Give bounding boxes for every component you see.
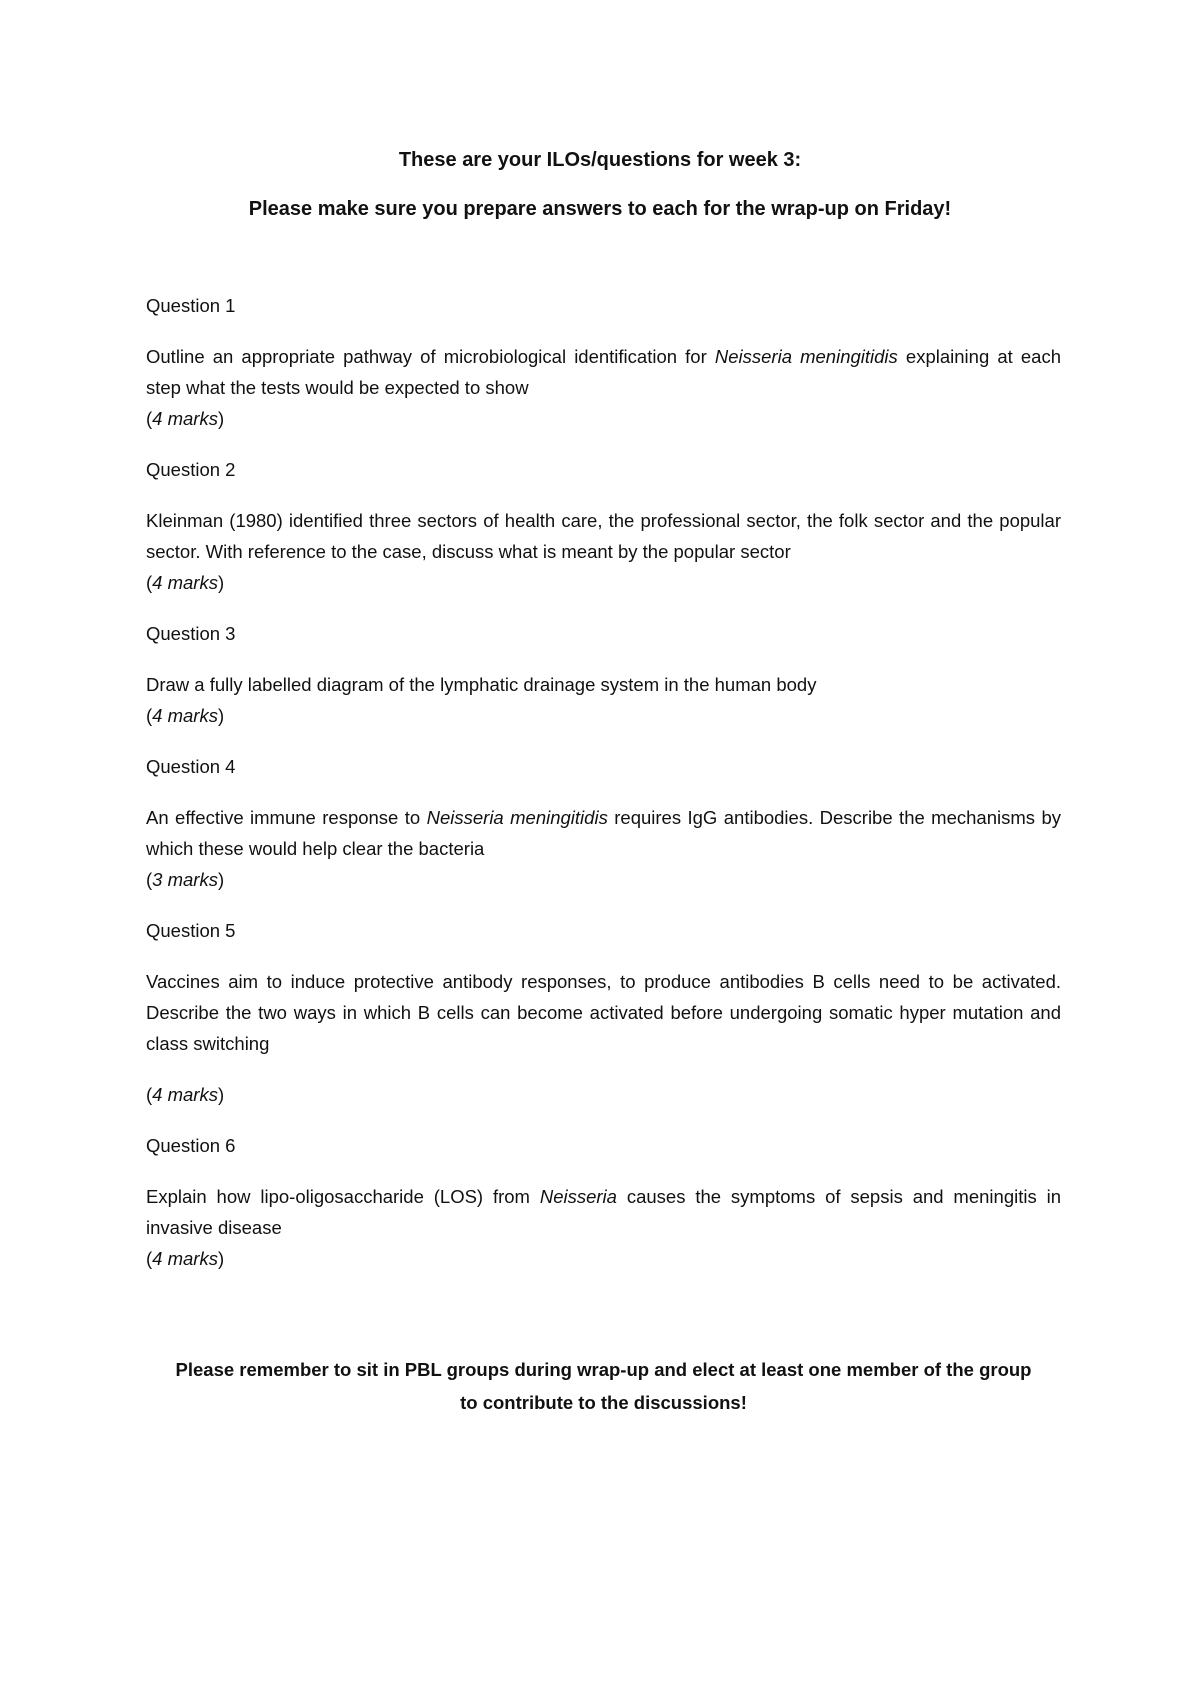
question-title: Question 4 bbox=[146, 756, 236, 777]
question-text-part: Explain how lipo-oligosaccharide (LOS) from bbox=[146, 1186, 540, 1207]
question-3 bbox=[146, 618, 1061, 731]
question-text bbox=[146, 802, 1061, 864]
question-marks: (4 marks) bbox=[146, 705, 225, 726]
question-text-part: requires IgG antibodies. Describe the mechanisms by which these would help clear the bacteria bbox=[146, 807, 1061, 859]
question-text bbox=[146, 669, 1061, 700]
footer-line-2: to contribute to the discussions! bbox=[460, 1392, 747, 1413]
question-1 bbox=[146, 290, 1061, 434]
question-4 bbox=[146, 751, 1061, 895]
question-text-part: causes the symptoms of sepsis and meningitis in invasive disease bbox=[146, 1186, 1061, 1238]
marks-value: 4 marks bbox=[152, 408, 218, 429]
question-marks: (4 marks) bbox=[146, 1248, 225, 1269]
organism-name: Neisseria meningitidis bbox=[714, 346, 898, 367]
marks-value: 4 marks bbox=[152, 1084, 218, 1105]
question-text-part: explaining at each step what the tests would be expected to show bbox=[146, 346, 1062, 398]
question-title: Question 5 bbox=[146, 920, 236, 941]
page-title: These are your ILOs/questions for week 3: bbox=[398, 149, 802, 171]
marks-value: 3 marks bbox=[152, 869, 218, 890]
marks-value: 4 marks bbox=[152, 572, 218, 593]
question-title: Question 1 bbox=[146, 295, 236, 316]
footer-reminder bbox=[146, 1353, 1061, 1419]
question-list bbox=[146, 290, 1061, 1294]
question-marks: (4 marks) bbox=[146, 408, 225, 429]
footer-line-1: Please remember to sit in PBL groups during wrap-up and elect at least one member of the group bbox=[175, 1359, 1032, 1380]
page-subtitle: Please make sure you prepare answers to each for the wrap-up on Friday! bbox=[248, 198, 952, 220]
question-text-part: Outline an appropriate pathway of microbiological identification for bbox=[146, 346, 715, 367]
organism-name: Neisseria meningitidis bbox=[426, 807, 608, 828]
question-text-part: An effective immune response to bbox=[146, 807, 427, 828]
question-title: Question 3 bbox=[146, 623, 236, 644]
question-text bbox=[146, 505, 1061, 567]
question-5 bbox=[146, 915, 1061, 1110]
question-marks: (4 marks) bbox=[146, 572, 225, 593]
question-marks: (3 marks) bbox=[146, 869, 225, 890]
question-text bbox=[146, 966, 1061, 1059]
marks-value: 4 marks bbox=[152, 705, 218, 726]
marks-value: 4 marks bbox=[152, 1248, 218, 1269]
organism-name: Neisseria bbox=[539, 1186, 617, 1207]
question-marks: (4 marks) bbox=[146, 1084, 225, 1105]
question-title: Question 2 bbox=[146, 459, 236, 480]
question-title: Question 6 bbox=[146, 1135, 236, 1156]
question-6 bbox=[146, 1130, 1061, 1274]
question-text bbox=[146, 1181, 1061, 1243]
question-text-part: Vaccines aim to induce protective antibody responses, to produce antibodies B cells need to be activated. Describe the two ways in which B cells can become activated before undergoing somatic hyper mutation and class switching bbox=[146, 971, 1061, 1054]
question-2 bbox=[146, 454, 1061, 598]
question-text bbox=[146, 341, 1061, 403]
question-text-part: Kleinman (1980) identified three sectors of health care, the professional sector, the folk sector and the popular sector. With reference to the case, discuss what is meant by the popular sector bbox=[146, 510, 1061, 562]
question-text-part: Draw a fully labelled diagram of the lymphatic drainage system in the human body bbox=[146, 674, 817, 695]
